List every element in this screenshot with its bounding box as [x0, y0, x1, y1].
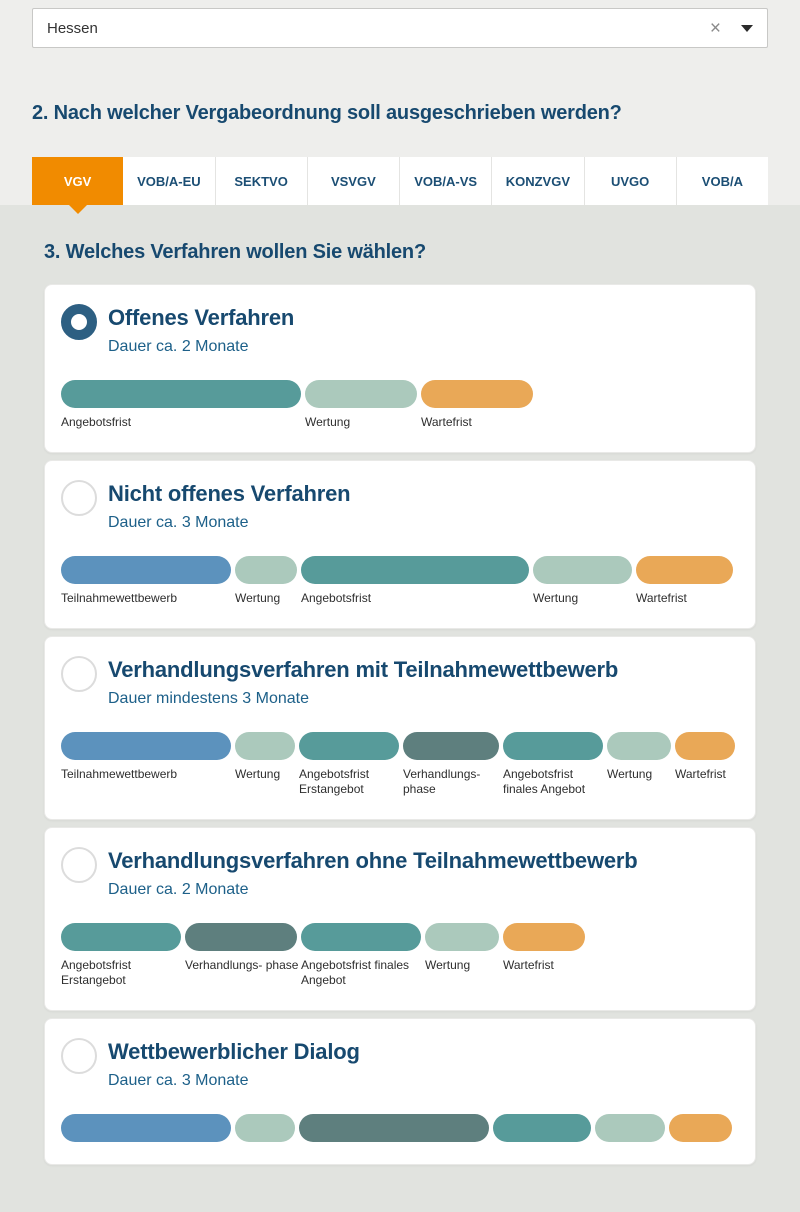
tab-label: SEKTVO [234, 173, 288, 189]
timeline-phase [235, 732, 295, 797]
timeline-phase [61, 923, 181, 988]
phase-pill [301, 556, 529, 584]
procedure-card-head [61, 480, 739, 532]
phase-label: Wertung [533, 591, 579, 605]
timeline-phase [607, 732, 671, 797]
timeline-phase [301, 923, 421, 988]
timeline-phase [299, 1114, 489, 1142]
procedure-titles [108, 1038, 360, 1090]
phase-label: Wertung [235, 591, 281, 605]
phase-label: Wartefrist [421, 415, 472, 429]
phase-pill [301, 923, 421, 951]
phase-label: Wertung [305, 415, 351, 429]
phase-pill [299, 1114, 489, 1142]
phase-label: Verhandlungs- phase [403, 767, 481, 796]
phase-label: Teilnahmewettbewerb [61, 767, 178, 781]
phase-pill [305, 380, 417, 408]
procedure-card-head [61, 304, 739, 356]
timeline-phase [301, 556, 529, 606]
phase-pill [607, 732, 671, 760]
timeline-phase [493, 1114, 591, 1142]
top-area [0, 0, 800, 205]
phase-label: Teilnahmewettbewerb [61, 591, 178, 605]
tab-vob-a-vs[interactable] [400, 157, 492, 205]
procedure-duration: Dauer ca. 2 Monate [108, 881, 249, 898]
timeline-phase [235, 1114, 295, 1142]
procedure-timeline [61, 1114, 739, 1142]
procedure-duration: Dauer ca. 2 Monate [108, 338, 249, 355]
radio-unselected-icon[interactable] [61, 480, 97, 516]
phase-label: Wertung [235, 767, 281, 781]
procedure-card-head [61, 847, 739, 899]
phase-label: Wartefrist [675, 767, 726, 781]
procedure-duration: Dauer ca. 3 Monate [108, 1072, 249, 1089]
phase-pill [493, 1114, 591, 1142]
procedure-card[interactable] [44, 636, 756, 820]
radio-unselected-icon[interactable] [61, 1038, 97, 1074]
phase-pill [636, 556, 733, 584]
timeline-phase [61, 380, 301, 430]
phase-pill [61, 556, 231, 584]
timeline-phase [61, 732, 231, 797]
timeline-phase [421, 380, 533, 430]
phase-pill [235, 732, 295, 760]
procedure-title: Nicht offenes Verfahren [108, 481, 351, 506]
phase-label: Wartefrist [636, 591, 687, 605]
timeline-phase [533, 556, 632, 606]
timeline-phase [503, 732, 603, 797]
tab-label: VSVGV [330, 173, 376, 189]
timeline-phase [403, 732, 499, 797]
phase-pill [61, 380, 301, 408]
procedure-titles [108, 847, 638, 899]
region-select-value: Hessen [47, 19, 98, 37]
tab-label: VOB/A-EU [137, 173, 201, 189]
tab-label: KONZVGV [505, 173, 571, 189]
radio-unselected-icon[interactable] [61, 656, 97, 692]
timeline-phase [636, 556, 733, 606]
timeline-phase [305, 380, 417, 430]
phase-pill [235, 1114, 295, 1142]
procedure-timeline [61, 923, 739, 988]
procedure-timeline [61, 732, 739, 797]
procedure-title: Offenes Verfahren [108, 305, 295, 330]
procedure-duration: Dauer ca. 3 Monate [108, 514, 249, 531]
procedure-titles [108, 480, 350, 532]
timeline-phase [185, 923, 297, 988]
phase-pill [61, 732, 231, 760]
procedure-card[interactable] [44, 460, 756, 629]
phase-pill [425, 923, 499, 951]
tab-konzvgv[interactable] [492, 157, 584, 205]
procedure-card[interactable] [44, 1018, 756, 1165]
phase-label: Angebotsfrist Erstangebot [61, 958, 132, 987]
tab-vob-a-eu[interactable] [123, 157, 215, 205]
phase-pill [61, 923, 181, 951]
vergabeordnung-tabs [32, 157, 768, 205]
procedure-duration: Dauer mindestens 3 Monate [108, 690, 309, 707]
procedure-timeline [61, 556, 739, 606]
procedure-title: Verhandlungsverfahren mit Teilnahmewettbewerb [108, 657, 619, 682]
phase-pill [503, 923, 585, 951]
phase-pill [235, 556, 297, 584]
phase-pill [595, 1114, 665, 1142]
timeline-phase [669, 1114, 732, 1142]
timeline-phase [61, 556, 231, 606]
verfahren-section [0, 205, 800, 1212]
phase-label: Wertung [425, 958, 471, 972]
procedure-title: Wettbewerblicher Dialog [108, 1039, 360, 1064]
procedure-titles [108, 304, 294, 356]
phase-pill [299, 732, 399, 760]
tab-uvgo[interactable] [585, 157, 677, 205]
timeline-phase [503, 923, 585, 988]
phase-pill [675, 732, 735, 760]
procedure-card-head [61, 656, 739, 708]
phase-pill [533, 556, 632, 584]
procedure-card[interactable] [44, 827, 756, 1011]
timeline-phase [595, 1114, 665, 1142]
phase-pill [503, 732, 603, 760]
clear-icon[interactable]: × [709, 17, 721, 39]
tab-vob-a[interactable] [677, 157, 768, 205]
phase-pill [185, 923, 297, 951]
procedure-titles [108, 656, 618, 708]
procedure-cards [44, 284, 756, 1165]
phase-pill [669, 1114, 732, 1142]
caret-down-icon[interactable] [741, 25, 753, 32]
procedure-card[interactable] [44, 284, 756, 453]
timeline-phase [425, 923, 499, 988]
tab-vsvgv[interactable] [308, 157, 400, 205]
phase-label: Angebotsfrist Erstangebot [299, 767, 370, 796]
region-select[interactable] [32, 8, 768, 48]
phase-label: Angebotsfrist finales Angebot [503, 767, 586, 796]
phase-label: Verhandlungs- phase [185, 958, 299, 972]
radio-selected-icon[interactable] [61, 304, 97, 340]
procedure-timeline [61, 380, 739, 430]
timeline-phase [299, 732, 399, 797]
question3-heading: 3. Welches Verfahren wollen Sie wählen? [44, 241, 426, 263]
tab-vgv[interactable] [32, 157, 123, 205]
phase-pill [403, 732, 499, 760]
tab-sektvo[interactable] [216, 157, 308, 205]
timeline-phase [235, 556, 297, 606]
procedure-title: Verhandlungsverfahren ohne Teilnahmewettbewerb [108, 848, 638, 873]
phase-pill [61, 1114, 231, 1142]
timeline-phase [61, 1114, 231, 1142]
timeline-phase [675, 732, 735, 797]
radio-unselected-icon[interactable] [61, 847, 97, 883]
phase-label: Wartefrist [503, 958, 554, 972]
phase-label: Wertung [607, 767, 653, 781]
phase-label: Angebotsfrist [301, 591, 372, 605]
phase-pill [421, 380, 533, 408]
question2-heading: 2. Nach welcher Vergabeordnung soll ausgeschrieben werden? [32, 102, 622, 124]
procedure-card-head [61, 1038, 739, 1090]
phase-label: Angebotsfrist [61, 415, 132, 429]
tab-label: VGV [63, 173, 92, 189]
phase-label: Angebotsfrist finales Angebot [301, 958, 410, 987]
tab-label: VOB/A [701, 173, 743, 189]
tab-label: UVGO [610, 173, 650, 189]
tab-label: VOB/A-VS [414, 173, 478, 189]
